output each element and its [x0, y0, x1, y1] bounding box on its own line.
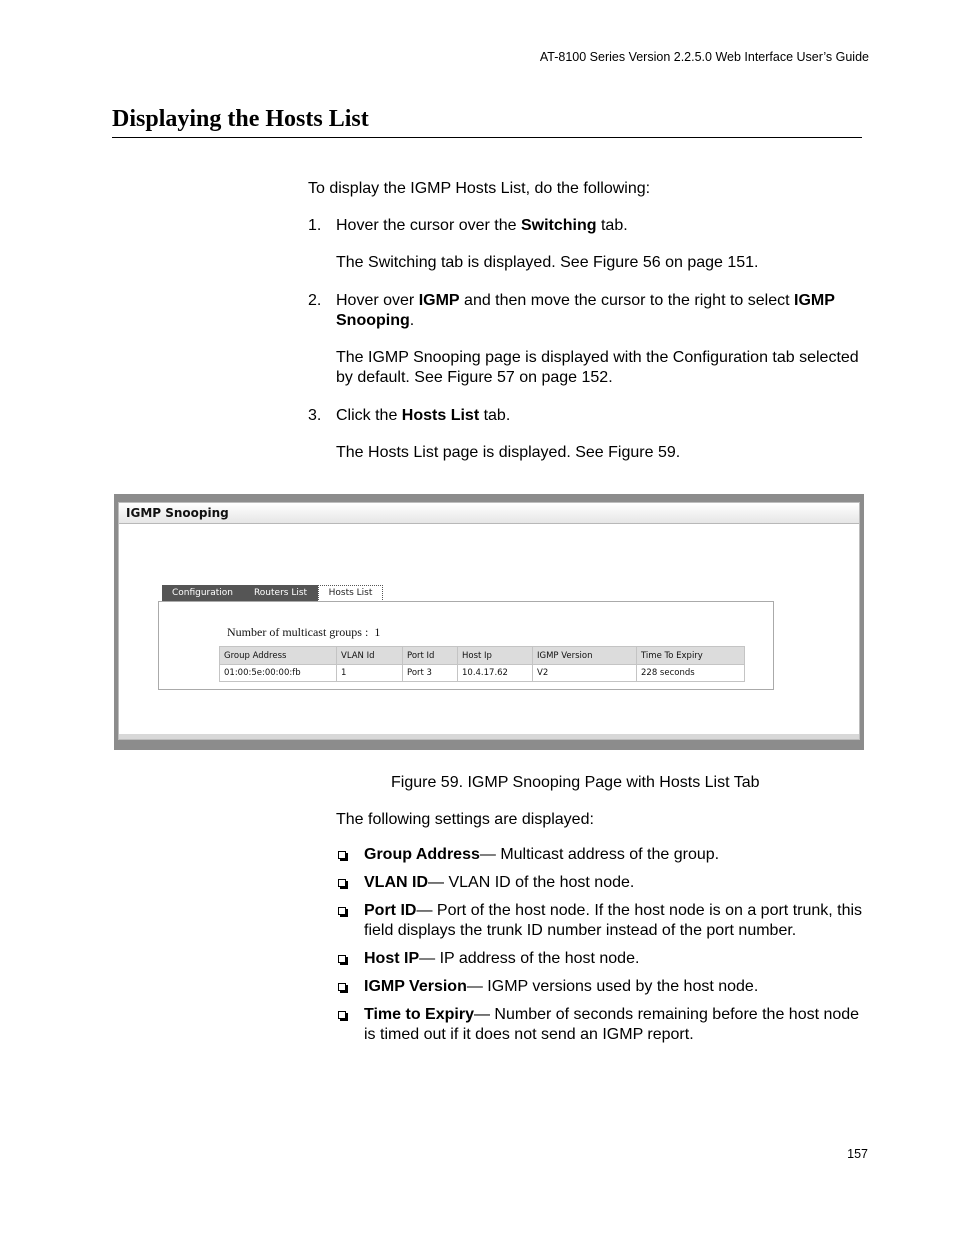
step-text: Hover over IGMP and then move the cursor to the right to select IGMP Snooping. [336, 292, 835, 329]
tab-hosts-list[interactable]: Hosts List [318, 585, 383, 602]
tab-routers-list[interactable]: Routers List [243, 585, 318, 601]
step-1-result: The Switching tab is displayed. See Figure 56 on page 151. [336, 254, 759, 271]
table-cell: 228 seconds [637, 665, 745, 682]
column-header: Port Id [403, 647, 458, 665]
checkbox-bullet-icon [338, 1011, 346, 1019]
figure-caption: Figure 59. IGMP Snooping Page with Hosts List Tab [391, 774, 760, 791]
step-number: 3. [308, 407, 322, 424]
running-header: AT-8100 Series Version 2.2.5.0 Web Interface User’s Guide [539, 50, 869, 64]
step-3-result: The Hosts List page is displayed. See Figure 59. [336, 444, 681, 461]
table-cell: V2 [533, 665, 637, 682]
step-number: 1. [308, 217, 322, 234]
column-header: IGMP Version [533, 647, 637, 665]
igmp-snooping-window [118, 502, 860, 740]
table-cell: 10.4.17.62 [458, 665, 533, 682]
column-header: Time To Expiry [637, 647, 745, 665]
groups-value: 1 [374, 625, 381, 639]
table-row [220, 665, 745, 682]
tab-configuration[interactable]: Configuration [162, 585, 243, 601]
window-title: IGMP Snooping [119, 503, 859, 524]
window-bottom-bar [119, 734, 859, 739]
checkbox-bullet-icon [338, 907, 346, 915]
column-header: Group Address [220, 647, 337, 665]
column-header: Host Ip [458, 647, 533, 665]
tab-bar [162, 585, 383, 602]
step-text: Click the Hosts List tab. [336, 407, 511, 424]
settings-intro: The following settings are displayed: [336, 811, 594, 828]
igmp-snooping-figure [114, 494, 864, 750]
multicast-groups-count [227, 625, 380, 640]
step-number: 2. [308, 292, 322, 309]
checkbox-bullet-icon [338, 983, 346, 991]
intro-text: To display the IGMP Hosts List, do the following: [308, 180, 651, 197]
table-cell: Port 3 [403, 665, 458, 682]
hosts-list-panel [158, 601, 774, 690]
step-text: Hover the cursor over the Switching tab. [336, 217, 628, 234]
section-title: Displaying the Hosts List [112, 106, 862, 138]
checkbox-bullet-icon [338, 851, 346, 859]
table-header-row [220, 647, 745, 665]
page-number: 157 [847, 1147, 868, 1161]
checkbox-bullet-icon [338, 955, 346, 963]
step-2-result: The IGMP Snooping page is displayed with the Configuration tab selected by default. See Figure 57 on page 152. [336, 349, 859, 386]
checkbox-bullet-icon [338, 879, 346, 887]
column-header: VLAN Id [337, 647, 403, 665]
table-cell: 01:00:5e:00:00:fb [220, 665, 337, 682]
table-cell: 1 [337, 665, 403, 682]
hosts-table [219, 646, 745, 682]
groups-label: Number of multicast groups : [227, 625, 369, 639]
